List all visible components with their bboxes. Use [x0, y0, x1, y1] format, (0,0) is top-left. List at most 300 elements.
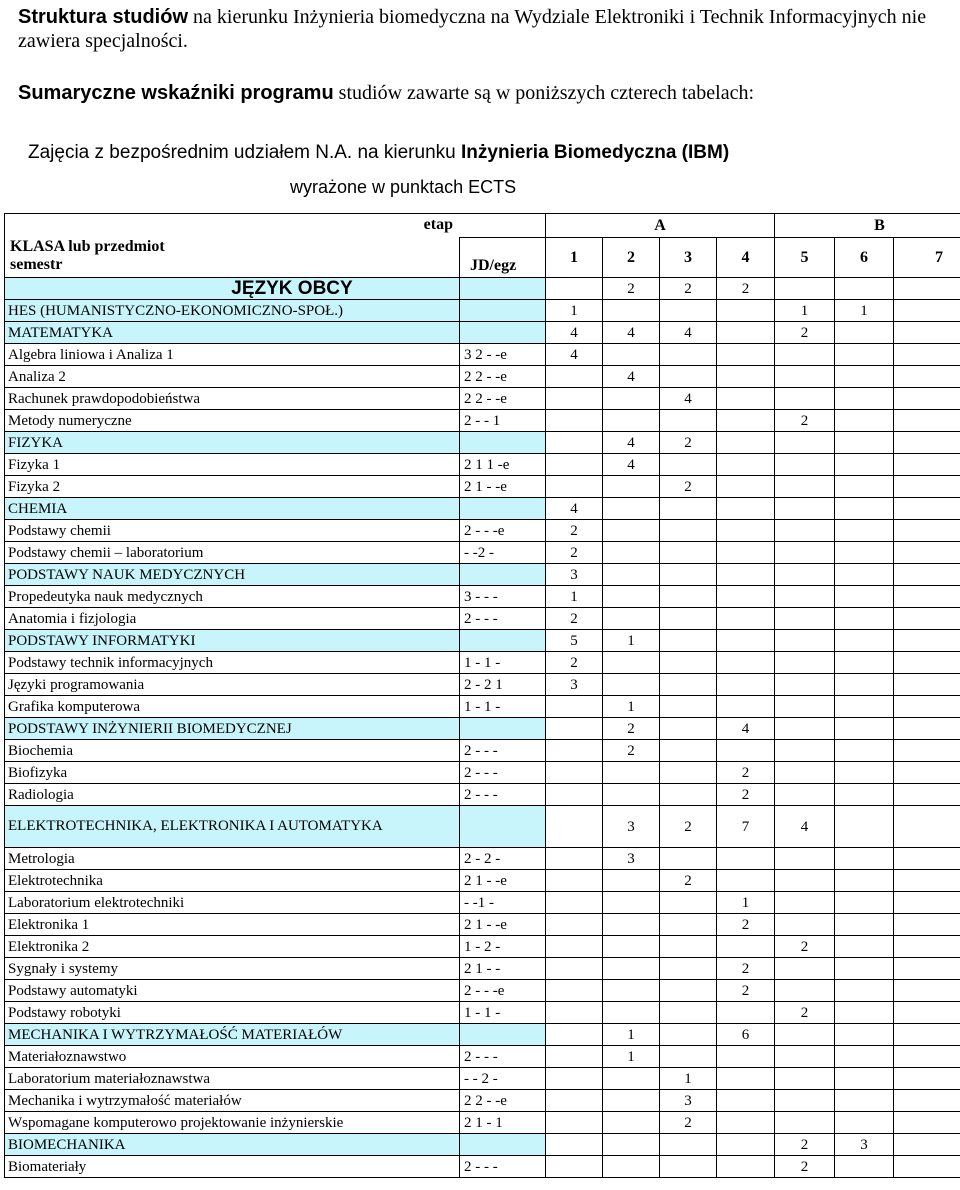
ects-sem-2: 4 — [603, 322, 660, 344]
course-name: Podstawy chemii – laboratorium — [5, 542, 460, 564]
course-name: Fizyka 1 — [5, 454, 460, 476]
ects-sem-2: 2 — [603, 740, 660, 762]
course-row — [5, 914, 960, 936]
ects-sem-2: 4 — [603, 454, 660, 476]
course-name: Podstawy robotyki — [5, 1002, 460, 1024]
ects-sem-6 — [835, 892, 894, 914]
ects-sem-4: 2 — [717, 278, 775, 300]
ects-sem-6 — [835, 696, 894, 718]
course-name: Podstawy automatyki — [5, 980, 460, 1002]
course-row — [5, 1046, 960, 1068]
category-name: HES (HUMANISTYCZNO-EKONOMICZNO-SPOŁ.) — [5, 300, 460, 322]
ects-sem-7 — [894, 696, 960, 718]
ects-sem-1 — [546, 870, 603, 892]
ects-sem-1: 5 — [546, 630, 603, 652]
jd-egz-cell: - - 2 - — [460, 1068, 546, 1090]
ects-sem-2 — [603, 300, 660, 322]
ects-sem-7 — [894, 366, 960, 388]
ects-sem-4: 7 — [717, 806, 775, 848]
course-row — [5, 1002, 960, 1024]
ects-sem-4 — [717, 1046, 775, 1068]
ects-sem-3: 1 — [660, 1068, 717, 1090]
ects-sem-7 — [894, 784, 960, 806]
ects-sem-1: 4 — [546, 344, 603, 366]
ects-sem-6 — [835, 1112, 894, 1134]
jd-egz-cell: 1 - 1 - — [460, 1002, 546, 1024]
ects-sem-4 — [717, 410, 775, 432]
course-name: Laboratorium elektrotechniki — [5, 892, 460, 914]
ects-sem-3 — [660, 300, 717, 322]
ects-sem-7 — [894, 630, 960, 652]
ects-sem-3 — [660, 630, 717, 652]
jd-egz-cell: 2 1 - -e — [460, 870, 546, 892]
ects-sem-7 — [894, 1134, 960, 1156]
ects-sem-2 — [603, 608, 660, 630]
course-name: Metrologia — [5, 848, 460, 870]
course-row — [5, 980, 960, 1002]
course-row — [5, 1112, 960, 1134]
ects-sem-7 — [894, 914, 960, 936]
ects-sem-4: 6 — [717, 1024, 775, 1046]
jd-egz-cell — [460, 806, 546, 848]
ects-sem-3 — [660, 608, 717, 630]
ects-sem-6 — [835, 870, 894, 892]
ects-sem-7 — [894, 1002, 960, 1024]
ects-sem-2: 4 — [603, 366, 660, 388]
jd-egz-cell — [460, 630, 546, 652]
ects-sem-7 — [894, 652, 960, 674]
course-row — [5, 520, 960, 542]
jd-egz-cell — [460, 322, 546, 344]
ects-sem-1 — [546, 980, 603, 1002]
ects-sem-7 — [894, 1090, 960, 1112]
ects-sem-1: 2 — [546, 520, 603, 542]
ects-sem-3: 2 — [660, 432, 717, 454]
header-sem-1: 1 — [546, 238, 603, 278]
ects-sem-5: 4 — [775, 806, 835, 848]
ects-sem-3 — [660, 674, 717, 696]
ects-sem-4 — [717, 1156, 775, 1178]
course-row — [5, 388, 960, 410]
ects-sem-6: 3 — [835, 1134, 894, 1156]
ects-sem-4 — [717, 542, 775, 564]
ects-sem-7 — [894, 322, 960, 344]
header-klasa-label — [10, 238, 165, 274]
ects-sem-7 — [894, 1068, 960, 1090]
ects-sem-5 — [775, 980, 835, 1002]
ects-sem-2 — [603, 1090, 660, 1112]
ects-sem-4 — [717, 564, 775, 586]
category-row — [5, 322, 960, 344]
category-name: PODSTAWY NAUK MEDYCZNYCH — [5, 564, 460, 586]
ects-sem-7 — [894, 498, 960, 520]
ects-sem-5 — [775, 344, 835, 366]
ects-sem-7 — [894, 936, 960, 958]
intro-summary-heading: Sumaryczne wskaźniki programu — [18, 82, 334, 104]
ects-sem-6 — [835, 432, 894, 454]
ects-sem-5 — [775, 718, 835, 740]
header-row-groups — [5, 214, 960, 238]
course-row — [5, 366, 960, 388]
category-name: ELEKTROTECHNIKA, ELEKTRONIKA I AUTOMATYKA — [5, 806, 460, 848]
ects-sem-1: 3 — [546, 564, 603, 586]
category-row — [5, 564, 960, 586]
course-row — [5, 542, 960, 564]
ects-sem-3: 2 — [660, 278, 717, 300]
ects-sem-5 — [775, 740, 835, 762]
ects-sem-5 — [775, 914, 835, 936]
ects-sem-7 — [894, 848, 960, 870]
ects-sem-2 — [603, 784, 660, 806]
header-sem-7: 7 — [894, 238, 960, 278]
course-row — [5, 454, 960, 476]
course-name: Propedeutyka nauk medycznych — [5, 586, 460, 608]
jd-egz-cell — [460, 718, 546, 740]
ects-sem-5 — [775, 958, 835, 980]
ects-sem-1 — [546, 958, 603, 980]
ects-sem-2 — [603, 674, 660, 696]
ects-sem-7 — [894, 958, 960, 980]
ects-sem-3 — [660, 410, 717, 432]
ects-sem-2: 4 — [603, 432, 660, 454]
ects-sem-6 — [835, 762, 894, 784]
ects-sem-4 — [717, 454, 775, 476]
ects-sem-2 — [603, 980, 660, 1002]
ects-sem-6 — [835, 1024, 894, 1046]
ects-sem-7 — [894, 520, 960, 542]
header-sem-4: 4 — [717, 238, 775, 278]
ects-sem-2 — [603, 586, 660, 608]
course-row — [5, 784, 960, 806]
ects-sem-1 — [546, 410, 603, 432]
ects-sem-3 — [660, 914, 717, 936]
header-sem-3: 3 — [660, 238, 717, 278]
ects-sem-6 — [835, 1046, 894, 1068]
ects-sem-7 — [894, 476, 960, 498]
ects-sem-2 — [603, 388, 660, 410]
course-row — [5, 740, 960, 762]
course-row — [5, 958, 960, 980]
ects-sem-1 — [546, 696, 603, 718]
ects-sem-5 — [775, 1024, 835, 1046]
ects-sem-3 — [660, 520, 717, 542]
course-name: Fizyka 2 — [5, 476, 460, 498]
ects-sem-1: 1 — [546, 300, 603, 322]
ects-sem-6 — [835, 586, 894, 608]
category-row — [5, 1134, 960, 1156]
jd-egz-cell: 2 - - - — [460, 762, 546, 784]
ects-sem-5 — [775, 784, 835, 806]
table-caption — [28, 142, 729, 164]
ects-sem-1 — [546, 1156, 603, 1178]
ects-sem-5: 2 — [775, 1156, 835, 1178]
ects-sem-5: 2 — [775, 322, 835, 344]
ects-sem-2 — [603, 498, 660, 520]
ects-sem-2 — [603, 892, 660, 914]
category-row — [5, 630, 960, 652]
ects-sem-4 — [717, 1090, 775, 1112]
category-name: MECHANIKA I WYTRZYMAŁOŚĆ MATERIAŁÓW — [5, 1024, 460, 1046]
ects-sem-6 — [835, 1156, 894, 1178]
jd-egz-cell: 2 - - - — [460, 1046, 546, 1068]
course-name: Algebra liniowa i Analiza 1 — [5, 344, 460, 366]
ects-sem-6 — [835, 542, 894, 564]
ects-sem-7 — [894, 806, 960, 848]
jd-egz-cell: 3 - - - — [460, 586, 546, 608]
course-name: Metody numeryczne — [5, 410, 460, 432]
ects-sem-6 — [835, 366, 894, 388]
jd-egz-cell: - -2 - — [460, 542, 546, 564]
ects-sem-5 — [775, 848, 835, 870]
course-name: Elektronika 2 — [5, 936, 460, 958]
jd-egz-cell — [460, 432, 546, 454]
ects-sem-7 — [894, 300, 960, 322]
ects-sem-2 — [603, 1156, 660, 1178]
course-name: Sygnały i systemy — [5, 958, 460, 980]
ects-sem-3 — [660, 784, 717, 806]
ects-sem-3: 4 — [660, 388, 717, 410]
ects-sem-4 — [717, 674, 775, 696]
ects-sem-5 — [775, 608, 835, 630]
course-name: Laboratorium materiałoznawstwa — [5, 1068, 460, 1090]
ects-sem-4 — [717, 740, 775, 762]
course-row — [5, 652, 960, 674]
ects-sem-4 — [717, 322, 775, 344]
ects-sem-7 — [894, 980, 960, 1002]
intro-summary-text: studiów zawarte są w poniższych czterech tabelach: — [338, 82, 755, 104]
ects-sem-2: 1 — [603, 696, 660, 718]
ects-sem-6 — [835, 344, 894, 366]
ects-sem-1 — [546, 806, 603, 848]
ects-sem-1: 2 — [546, 542, 603, 564]
ects-sem-3 — [660, 958, 717, 980]
ects-sem-2 — [603, 1068, 660, 1090]
ects-sem-1: 4 — [546, 498, 603, 520]
jd-egz-cell: 1 - 1 - — [460, 696, 546, 718]
course-row — [5, 936, 960, 958]
course-row — [5, 696, 960, 718]
intro-structure-text: na kierunku Inżynieria biomedyczna na Wydziale Elektroniki i Technik Informacyjnych nie zawiera specjalności. — [18, 6, 927, 52]
ects-sem-3 — [660, 740, 717, 762]
course-name: Mechanika i wytrzymałość materiałów — [5, 1090, 460, 1112]
ects-sem-3 — [660, 762, 717, 784]
ects-sem-3 — [660, 892, 717, 914]
jd-egz-cell: 2 - - 1 — [460, 410, 546, 432]
ects-sem-4 — [717, 476, 775, 498]
ects-sem-5: 2 — [775, 1134, 835, 1156]
course-name: Języki programowania — [5, 674, 460, 696]
course-row — [5, 674, 960, 696]
ects-sem-7 — [894, 586, 960, 608]
ects-sem-1 — [546, 718, 603, 740]
ects-sem-6 — [835, 914, 894, 936]
ects-sem-6 — [835, 520, 894, 542]
ects-sem-2: 3 — [603, 806, 660, 848]
ects-sem-4: 4 — [717, 718, 775, 740]
ects-sem-3: 2 — [660, 870, 717, 892]
ects-sem-5 — [775, 454, 835, 476]
ects-sem-4 — [717, 1068, 775, 1090]
jd-egz-cell: 2 - - - — [460, 1156, 546, 1178]
ects-sem-6 — [835, 322, 894, 344]
ects-sem-7 — [894, 674, 960, 696]
course-name: Rachunek prawdopodobieństwa — [5, 388, 460, 410]
ects-sem-6: 1 — [835, 300, 894, 322]
jd-egz-cell: 2 1 1 -e — [460, 454, 546, 476]
ects-sem-6 — [835, 630, 894, 652]
ects-sem-3 — [660, 366, 717, 388]
ects-sem-2: 3 — [603, 848, 660, 870]
ects-sem-1 — [546, 1112, 603, 1134]
ects-sem-3: 4 — [660, 322, 717, 344]
ects-sem-2 — [603, 914, 660, 936]
ects-sem-6 — [835, 848, 894, 870]
ects-sem-1 — [546, 914, 603, 936]
ects-sem-1 — [546, 278, 603, 300]
ects-sem-4: 2 — [717, 784, 775, 806]
category-row — [5, 498, 960, 520]
ects-sem-2 — [603, 410, 660, 432]
jd-egz-cell: 2 2 - -e — [460, 1090, 546, 1112]
ects-sem-3 — [660, 696, 717, 718]
course-name: Elektrotechnika — [5, 870, 460, 892]
ects-sem-3: 2 — [660, 806, 717, 848]
course-name: Materiałoznawstwo — [5, 1046, 460, 1068]
ects-sem-1 — [546, 1068, 603, 1090]
ects-sem-4 — [717, 344, 775, 366]
ects-sem-1 — [546, 476, 603, 498]
ects-sem-3 — [660, 454, 717, 476]
ects-sem-3 — [660, 564, 717, 586]
ects-sem-3 — [660, 344, 717, 366]
ects-sem-2 — [603, 344, 660, 366]
ects-sem-7 — [894, 432, 960, 454]
ects-sem-4 — [717, 366, 775, 388]
header-klasa-line1: KLASA lub przedmiot — [10, 238, 165, 255]
ects-sem-7 — [894, 892, 960, 914]
ects-sem-6 — [835, 498, 894, 520]
ects-sem-3 — [660, 586, 717, 608]
jd-egz-cell: 3 2 - -e — [460, 344, 546, 366]
ects-sem-1 — [546, 432, 603, 454]
ects-sem-7 — [894, 762, 960, 784]
ects-sem-5 — [775, 586, 835, 608]
ects-sem-7 — [894, 718, 960, 740]
ects-sem-3 — [660, 542, 717, 564]
ects-sem-6 — [835, 806, 894, 848]
header-etap-label: etap — [423, 216, 453, 233]
ects-sem-5 — [775, 1068, 835, 1090]
course-row — [5, 410, 960, 432]
header-klasa-cell — [5, 214, 460, 278]
jd-egz-cell — [460, 564, 546, 586]
ects-sem-5 — [775, 476, 835, 498]
ects-sem-5 — [775, 762, 835, 784]
jd-egz-cell: 2 2 - -e — [460, 388, 546, 410]
ects-sem-4: 2 — [717, 762, 775, 784]
course-row — [5, 476, 960, 498]
category-row — [5, 718, 960, 740]
category-name: JĘZYK OBCY — [5, 278, 460, 300]
jd-egz-cell: 2 - - - — [460, 784, 546, 806]
ects-sem-7 — [894, 1112, 960, 1134]
ects-sem-2 — [603, 564, 660, 586]
ects-sem-7 — [894, 410, 960, 432]
ects-sem-7 — [894, 1046, 960, 1068]
jd-egz-cell: 1 - 2 - — [460, 936, 546, 958]
ects-sem-3 — [660, 936, 717, 958]
ects-sem-3 — [660, 498, 717, 520]
ects-sem-4 — [717, 586, 775, 608]
jd-egz-cell: 2 1 - - — [460, 958, 546, 980]
ects-sem-3 — [660, 1024, 717, 1046]
ects-sem-1 — [546, 388, 603, 410]
ects-sem-2 — [603, 870, 660, 892]
header-semestr-label: semestr — [10, 256, 63, 273]
ects-sem-3 — [660, 652, 717, 674]
category-name: BIOMECHANIKA — [5, 1134, 460, 1156]
ects-sem-6 — [835, 476, 894, 498]
ects-table — [4, 213, 960, 1178]
ects-sem-1 — [546, 762, 603, 784]
ects-sem-6 — [835, 674, 894, 696]
ects-sem-1 — [546, 1134, 603, 1156]
category-name: PODSTAWY INŻYNIERII BIOMEDYCZNEJ — [5, 718, 460, 740]
course-name: Elektronika 1 — [5, 914, 460, 936]
ects-sem-3 — [660, 1156, 717, 1178]
jd-egz-cell — [460, 1024, 546, 1046]
course-row — [5, 1068, 960, 1090]
category-name: CHEMIA — [5, 498, 460, 520]
header-etap-filler — [460, 214, 546, 238]
ects-sem-6 — [835, 1090, 894, 1112]
ects-sem-5 — [775, 366, 835, 388]
category-name: FIZYKA — [5, 432, 460, 454]
course-name: Anatomia i fizjologia — [5, 608, 460, 630]
ects-sem-4 — [717, 520, 775, 542]
ects-sem-7 — [894, 344, 960, 366]
ects-sem-4 — [717, 848, 775, 870]
ects-sem-1: 3 — [546, 674, 603, 696]
ects-sem-4 — [717, 870, 775, 892]
ects-sem-7 — [894, 870, 960, 892]
ects-sem-6 — [835, 564, 894, 586]
jd-egz-cell: 2 - 2 1 — [460, 674, 546, 696]
ects-sem-5 — [775, 498, 835, 520]
ects-sem-6 — [835, 784, 894, 806]
ects-sem-1 — [546, 848, 603, 870]
ects-sem-4: 1 — [717, 892, 775, 914]
course-name: Biomateriały — [5, 1156, 460, 1178]
jd-egz-cell: 2 1 - -e — [460, 914, 546, 936]
ects-sem-4 — [717, 300, 775, 322]
jd-egz-cell: 2 1 - -e — [460, 476, 546, 498]
course-name: Podstawy technik informacyjnych — [5, 652, 460, 674]
ects-sem-6 — [835, 388, 894, 410]
course-row — [5, 586, 960, 608]
course-name: Wspomagane komputerowo projektowanie inżynierskie — [5, 1112, 460, 1134]
course-row — [5, 892, 960, 914]
header-sem-6: 6 — [835, 238, 894, 278]
ects-sem-7 — [894, 740, 960, 762]
ects-sem-4 — [717, 608, 775, 630]
course-name: Radiologia — [5, 784, 460, 806]
ects-sem-5 — [775, 1112, 835, 1134]
ects-sem-1 — [546, 740, 603, 762]
ects-sem-1 — [546, 1046, 603, 1068]
category-row — [5, 300, 960, 322]
ects-sem-1: 1 — [546, 586, 603, 608]
